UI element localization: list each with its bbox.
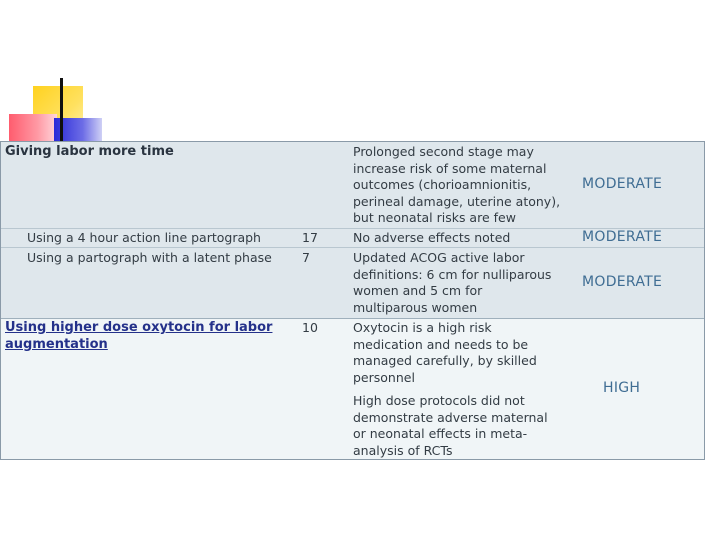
study-count: 10 <box>302 320 318 335</box>
title-line: augmentation <box>5 336 108 352</box>
comment-line: High dose protocols did not <box>353 393 525 408</box>
comment-line: or neonatal effects in meta- <box>353 426 528 441</box>
comment-line: Prolonged second stage may <box>353 144 534 159</box>
row-comment <box>353 230 510 247</box>
row-title: Using a partograph with a latent phase <box>27 250 272 265</box>
row-title: Using a 4 hour action line partograph <box>27 230 261 245</box>
comment-line: Oxytocin is a high risk <box>353 320 492 335</box>
section-divider <box>1 318 704 319</box>
comment-line: managed carefully, by skilled <box>353 353 537 368</box>
row-comment <box>353 144 563 227</box>
comment-line: outcomes (chorioamnionitis, <box>353 177 532 192</box>
study-count: 17 <box>302 230 318 245</box>
comment-line: perineal damage, uterine atony), <box>353 193 561 209</box>
comment-line: No adverse effects noted <box>353 230 511 245</box>
evidence-rating: MODERATE <box>582 229 663 245</box>
evidence-rating: MODERATE <box>582 176 663 192</box>
study-count: 7 <box>302 250 310 265</box>
comment-line: analysis of RCTs <box>353 442 453 458</box>
comment-line: medication and needs to be <box>353 336 529 352</box>
decor-red-square <box>9 114 57 144</box>
row-comment-secondary <box>353 393 563 459</box>
comment-line: Updated ACOG active labor <box>353 250 525 265</box>
comment-line: increase risk of some maternal <box>353 160 547 176</box>
evidence-rating: HIGH <box>603 380 641 396</box>
row-divider <box>1 247 704 248</box>
evidence-table <box>0 141 705 460</box>
comment-line: demonstrate adverse maternal <box>353 409 548 425</box>
decor-vertical-line <box>60 78 63 142</box>
comment-line: women and 5 cm for <box>353 283 483 298</box>
row-comment <box>353 320 563 386</box>
comment-line: definitions: 6 cm for nulliparous <box>353 266 552 282</box>
comment-line: but neonatal risks are few <box>353 210 516 225</box>
row-title: Giving labor more time <box>5 144 174 159</box>
comment-line: multiparous women <box>353 299 478 315</box>
evidence-rating: MODERATE <box>582 274 663 290</box>
title-line: Using higher dose oxytocin for labor <box>5 320 273 335</box>
row-title <box>5 320 272 353</box>
row-comment <box>353 250 563 316</box>
comment-line: personnel <box>353 369 415 385</box>
